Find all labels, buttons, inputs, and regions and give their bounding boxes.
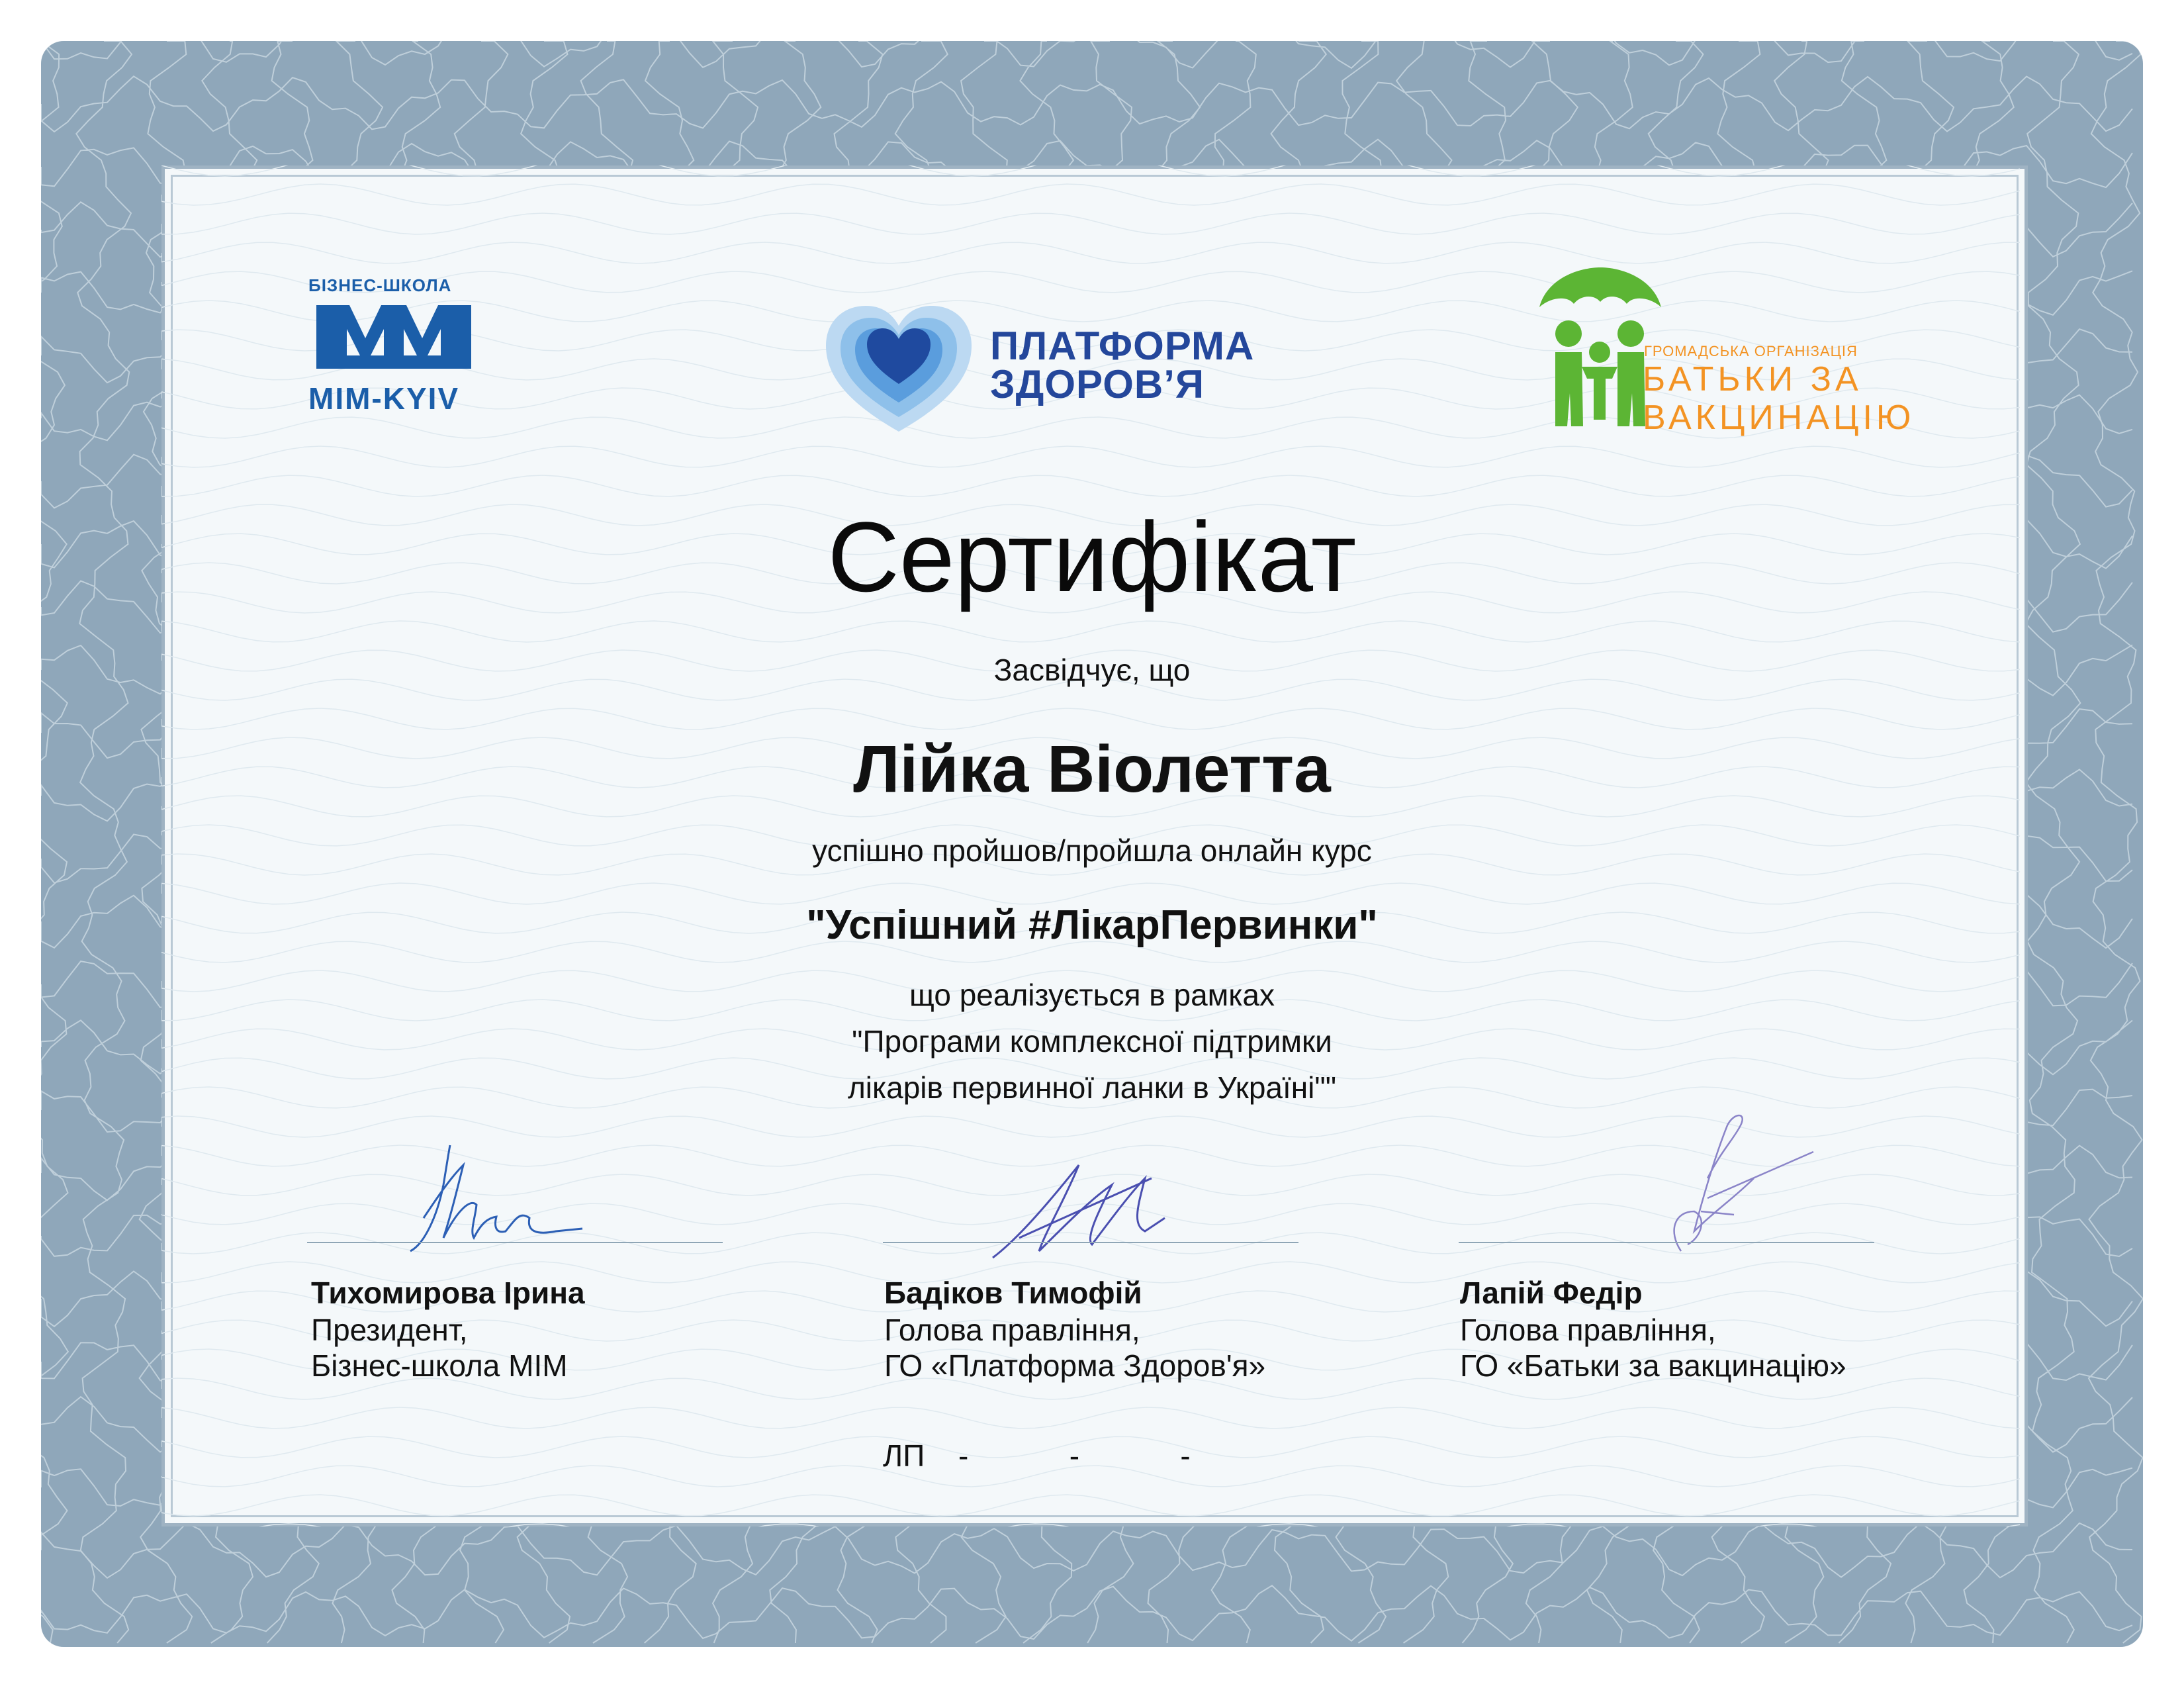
certificate-title: Сертифікат (827, 501, 1357, 612)
bzv-logo-text (1643, 360, 1915, 437)
mim-logo (308, 275, 480, 416)
platform-logo-line1: ПЛАТФОРМА (990, 324, 1255, 368)
signatory-role-3-line1: Голова правління, (1460, 1313, 1716, 1347)
signatory-role-3 (1460, 1312, 1846, 1383)
signature-line-2 (883, 1242, 1298, 1243)
implemented-text: що реалізується в рамках (909, 978, 1275, 1012)
signatory-name-2: Бадіков Тимофій (884, 1276, 1142, 1310)
signature-3 (1602, 1099, 1827, 1258)
attests-text: Засвідчує, що (993, 653, 1191, 687)
signature-line-3 (1459, 1242, 1874, 1243)
signatory-role-1-line1: Президент, (311, 1313, 468, 1347)
signatory-name-1: Тихомирова Ірина (311, 1276, 585, 1310)
signatory-role-1 (311, 1312, 568, 1383)
certificate-number: ЛП - - - (883, 1438, 1191, 1473)
platform-logo-text (990, 324, 1255, 406)
signatory-role-3-line2: ГО «Батьки за вакцинацію» (1460, 1348, 1846, 1383)
platform-logo-line2: ЗДОРОВ’Я (990, 362, 1205, 406)
signatory-role-1-line2: Бізнес-школа МІМ (311, 1348, 568, 1383)
bzv-logo-line2: ВАКЦИНАЦІЮ (1643, 399, 1915, 437)
course-name: "Успішний #ЛікарПервинки" (806, 902, 1378, 948)
heart-icon (826, 306, 972, 438)
signatory-role-2-line2: ГО «Платформа Здоров'я» (884, 1348, 1266, 1383)
program-line-2: лікарів первинної ланки в Україні"" (847, 1070, 1337, 1105)
signatory-role-2 (884, 1312, 1265, 1383)
bzv-logo-small-text: ГРОМАДСЬКА ОРГАНІЗАЦІЯ (1644, 343, 1858, 359)
mim-logo-bottom-text: MIM-KYIV (308, 381, 460, 416)
mim-logo-mark (311, 300, 477, 379)
recipient-name: Лійка Віолетта (853, 732, 1331, 806)
signature-1 (397, 1139, 596, 1271)
signatory-name-3: Лапій Федір (1460, 1276, 1643, 1310)
signature-line-1 (307, 1242, 723, 1243)
program-line-1: "Програми комплексної підтримки (852, 1024, 1332, 1058)
signatory-role-2-line1: Голова правління, (884, 1313, 1140, 1347)
bzv-logo-line1: БАТЬКИ ЗА (1643, 360, 1862, 399)
mim-logo-top-text: БІЗНЕС-ШКОЛА (308, 275, 452, 295)
completed-text: успішно пройшов/пройшла онлайн курс (812, 833, 1372, 868)
signature-2 (979, 1139, 1191, 1264)
